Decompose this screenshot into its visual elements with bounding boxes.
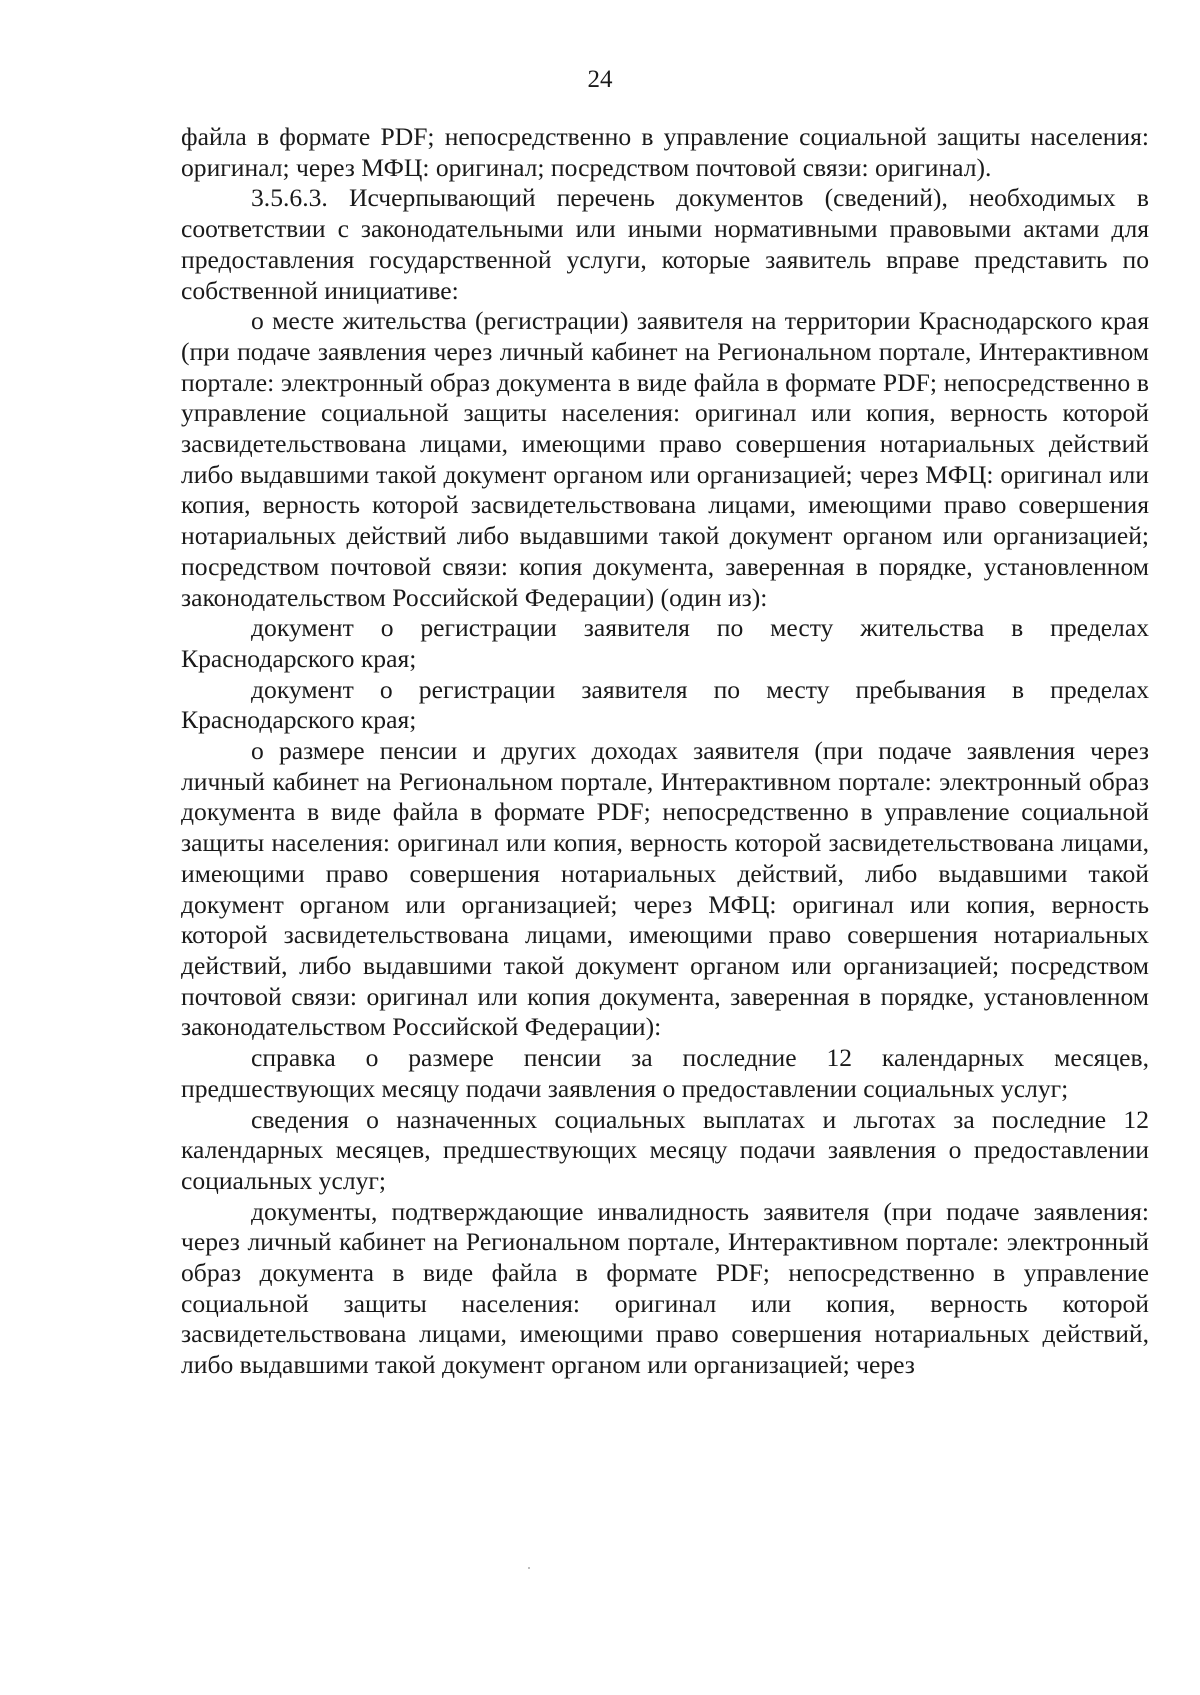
paragraph-pension-income: о размере пенсии и других доходах заявителя (при подаче заявления через личный кабинет на Региональном портале, Интерактивном портале: электронный образ документа в виде файла в формате PDF; непосредственно в управление социальной защиты населения: оригинал или копия, верность которой засвидетельствована лицами, имеющими право совершения нотариальных действий, либо выдавшими такой документ органом или организацией; через МФЦ: оригинал или копия, верность которой засвидетельствована лицами, имеющими право совершения нотариальных действий, либо выдавшими такой документ органом или организацией; посредством почтовой связи: оригинал или копия документа, заверенная в порядке, установленном законодательством Российской Федерации): (181, 736, 1149, 1042)
paragraph-stay-registration-doc: документ о регистрации заявителя по месту пребывания в пределах Краснодарского края; (181, 674, 1149, 735)
paragraph-disability-documents: документы, подтверждающие инвалидность заявителя (при подаче заявления: через личный кабинет на Региональном портале, Интерактивном портале: электронный образ документа в виде файла в формате PDF; непосредственно в управление социальной защиты населения: оригинал или копия, верность которой засвидетельствована лицами, имеющими право совершения нотариальных действий, либо выдавшими такой документ органом или организацией; через (181, 1196, 1149, 1380)
paragraph-pension-certificate: справка о размере пенсии за последние 12 календарных месяцев, предшествующих месяцу подачи заявления о предоставлении социальных услуг; (181, 1043, 1149, 1103)
paragraph-residence-registration-doc: документ о регистрации заявителя по месту жительства в пределах Краснодарского края; (181, 613, 1149, 673)
page-number: 24 (587, 66, 613, 93)
scan-speck (528, 1567, 530, 1569)
paragraph-social-payments: сведения о назначенных социальных выплатах и льготах за последние 12 календарных месяцев, предшествующих месяцу подачи заявления о предоставлении социальных услуг; (181, 1104, 1149, 1195)
document-body (181, 122, 1149, 1381)
paragraph-residence: о месте жительства (регистрации) заявителя на территории Краснодарского края (при подаче заявления через личный кабинет на Региональном портале, Интерактивном портале: электронный образ документа в виде файла в формате PDF; непосредственно в управление социальной защиты населения: оригинал или копия, верность которой засвидетельствована лицами, имеющими право совершения нотариальных действий либо выдавшими такой документ органом или организацией; через МФЦ: оригинал или копия, верность которой засвидетельствована лицами, имеющими право совершения нотариальных действий либо выдавшими такой документ органом или организацией; посредством почтовой связи: копия документа, заверенная в порядке, установленном законодательством Российской Федерации) (один из): (181, 306, 1149, 612)
paragraph-section-3-5-6-3: 3.5.6.3. Исчерпывающий перечень документов (сведений), необходимых в соответствии с законодательными или иными нормативными правовыми актами для предоставления государственной услуги, которые заявитель вправе представить по собственной инициативе: (181, 183, 1149, 305)
paragraph-continuation: файла в формате PDF; непосредственно в управление социальной защиты населения: оригинал; через МФЦ: оригинал; посредством почтовой связи: оригинал). (181, 122, 1149, 182)
